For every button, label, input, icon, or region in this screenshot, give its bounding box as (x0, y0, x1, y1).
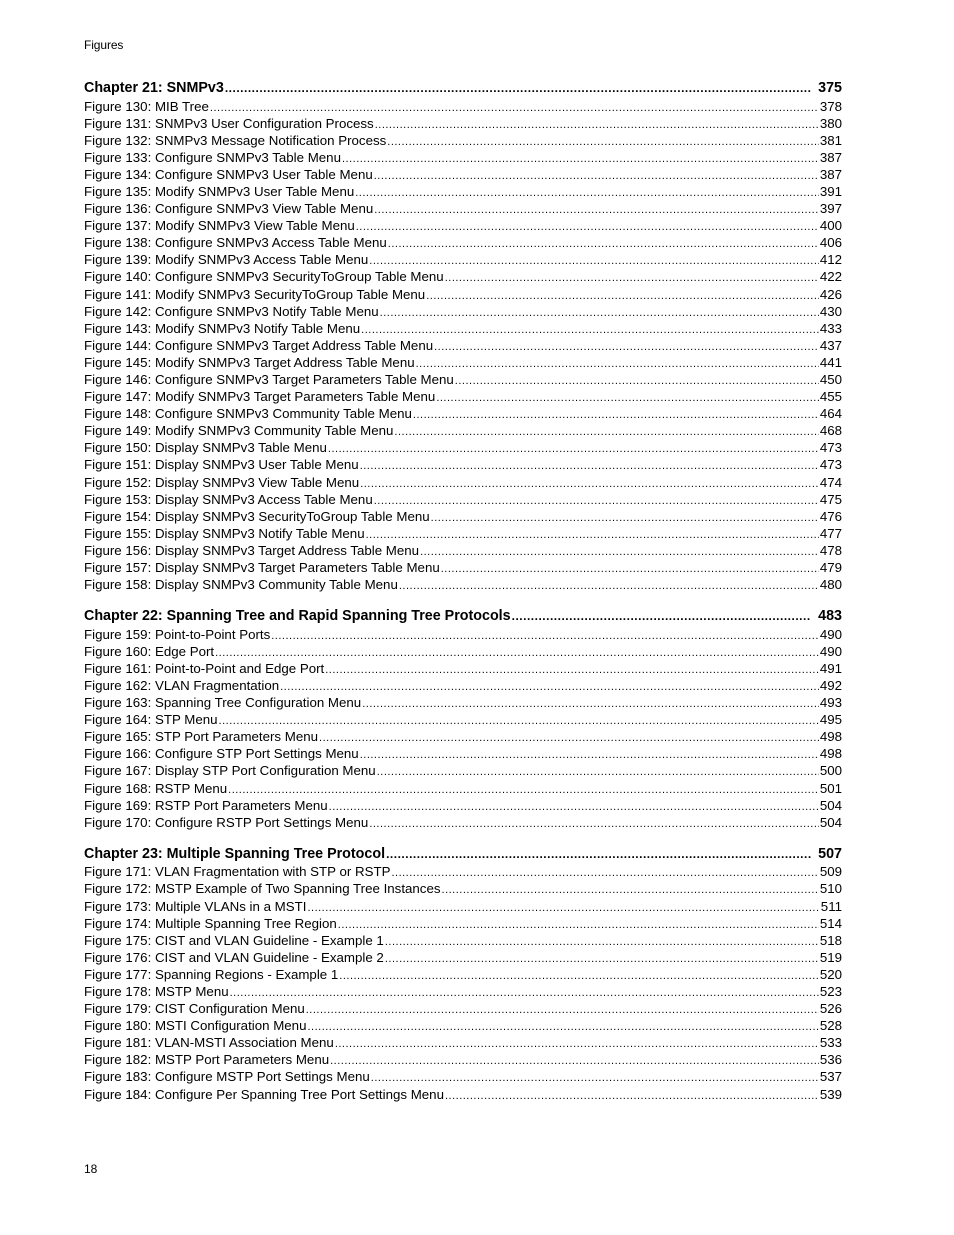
figure-page-number: 526 (819, 1001, 842, 1017)
figure-title: Figure 134: Configure SNMPv3 User Table Menu (84, 166, 373, 182)
figure-entry[interactable] (84, 711, 842, 728)
figure-page-number: 539 (819, 1086, 842, 1102)
dot-leader (210, 100, 819, 115)
dot-leader (377, 764, 819, 779)
figure-page-number: 477 (819, 525, 842, 541)
figure-entry[interactable] (84, 728, 842, 745)
figure-entry[interactable] (84, 98, 842, 115)
figure-entry[interactable] (84, 474, 842, 491)
figure-page-number: 498 (819, 729, 842, 745)
figure-title: Figure 152: Display SNMPv3 View Table Menu (84, 474, 360, 490)
figure-page-number: 476 (819, 508, 842, 524)
dot-leader (325, 662, 819, 677)
chapter-block (84, 846, 842, 1103)
figure-page-number: 495 (819, 712, 842, 728)
figure-page-number: 480 (819, 577, 842, 593)
figure-entry[interactable] (84, 132, 842, 149)
figure-entry[interactable] (84, 780, 842, 797)
figure-entry[interactable] (84, 677, 842, 694)
figure-entry[interactable] (84, 115, 842, 132)
figure-page-number: 397 (819, 201, 842, 217)
figure-entry[interactable] (84, 863, 842, 880)
dot-leader (445, 1088, 819, 1103)
figure-entry[interactable] (84, 371, 842, 388)
figure-title: Figure 138: Configure SNMPv3 Access Table Menu (84, 235, 387, 251)
figure-page-number: 519 (819, 949, 842, 965)
figure-entry[interactable] (84, 166, 842, 183)
dot-leader (374, 493, 819, 508)
figure-title: Figure 133: Configure SNMPv3 Table Menu (84, 149, 341, 165)
dot-leader (388, 236, 819, 251)
dot-leader (374, 202, 819, 217)
figure-page-number: 422 (819, 269, 842, 285)
dot-leader (394, 424, 818, 439)
dot-leader (413, 407, 819, 422)
dot-leader (330, 1053, 819, 1068)
figure-entry[interactable] (84, 354, 842, 371)
figure-title: Figure 182: MSTP Port Parameters Menu (84, 1052, 330, 1068)
figure-entry[interactable] (84, 200, 842, 217)
dot-leader (436, 390, 819, 405)
figure-entry[interactable] (84, 149, 842, 166)
figure-page-number: 491 (819, 660, 842, 676)
dot-leader (215, 645, 819, 660)
figure-entry[interactable] (84, 439, 842, 456)
dot-leader (356, 219, 819, 234)
figure-entry[interactable] (84, 660, 842, 677)
figure-page-number: 380 (819, 115, 842, 131)
figure-title: Figure 142: Configure SNMPv3 Notify Table Menu (84, 303, 379, 319)
dot-leader (306, 1002, 819, 1017)
figure-title: Figure 159: Point-to-Point Ports (84, 626, 271, 642)
figure-title: Figure 180: MSTI Configuration Menu (84, 1018, 307, 1034)
figure-entry[interactable] (84, 303, 842, 320)
figure-title: Figure 161: Point-to-Point and Edge Port (84, 660, 325, 676)
figure-entry[interactable] (84, 1051, 842, 1068)
figure-page-number: 400 (819, 218, 842, 234)
figure-title: Figure 169: RSTP Port Parameters Menu (84, 797, 328, 813)
dot-leader (271, 628, 819, 643)
dot-leader (307, 1019, 818, 1034)
figure-page-number: 378 (819, 98, 842, 114)
figure-entry[interactable] (84, 576, 842, 593)
figure-title: Figure 160: Edge Port (84, 643, 215, 659)
figure-title: Figure 130: MIB Tree (84, 98, 209, 114)
figure-page-number: 501 (819, 780, 842, 796)
figure-entry[interactable] (84, 880, 842, 897)
figure-title: Figure 171: VLAN Fragmentation with STP or RSTP (84, 864, 391, 880)
figure-title: Figure 154: Display SNMPv3 SecurityToGroup Table Menu (84, 508, 430, 524)
figure-entry[interactable] (84, 268, 842, 285)
figure-title: Figure 176: CIST and VLAN Guideline - Example 2 (84, 949, 384, 965)
dot-leader (455, 373, 819, 388)
figure-page-number: 391 (819, 183, 842, 199)
figure-entry[interactable] (84, 797, 842, 814)
chapter-title: Chapter 21: SNMPv3 (84, 80, 224, 96)
dot-leader (385, 934, 819, 949)
figure-title: Figure 135: Modify SNMPv3 User Table Menu (84, 183, 355, 199)
figure-entry[interactable] (84, 542, 842, 559)
figure-entry[interactable] (84, 1017, 842, 1034)
figure-page-number: 433 (819, 320, 842, 336)
figure-title: Figure 167: Display STP Port Configuration Menu (84, 763, 376, 779)
figure-title: Figure 164: STP Menu (84, 712, 218, 728)
figure-title: Figure 175: CIST and VLAN Guideline - Example 1 (84, 932, 384, 948)
figures-list (84, 80, 842, 1118)
figure-title: Figure 146: Configure SNMPv3 Target Parameters Table Menu (84, 372, 454, 387)
figure-page-number: 518 (819, 932, 842, 948)
dot-leader (228, 782, 819, 797)
figure-title: Figure 139: Modify SNMPv3 Access Table Menu (84, 252, 369, 268)
dot-leader (362, 696, 819, 711)
figure-title: Figure 166: Configure STP Port Settings Menu (84, 746, 359, 762)
dot-leader (307, 900, 819, 915)
figure-title: Figure 168: RSTP Menu (84, 780, 228, 796)
figure-page-number: 387 (819, 166, 842, 182)
figure-title: Figure 148: Configure SNMPv3 Community Table Menu (84, 406, 412, 422)
figure-page-number: 412 (819, 252, 842, 268)
dot-leader (329, 799, 819, 814)
figure-entry[interactable] (84, 762, 842, 779)
figure-page-number: 520 (819, 966, 842, 982)
figure-page-number: 511 (820, 898, 842, 914)
figure-entry[interactable] (84, 286, 842, 303)
figure-title: Figure 156: Display SNMPv3 Target Address Table Menu (84, 542, 420, 558)
figure-page-number: 504 (819, 797, 842, 813)
figure-page-number: 537 (819, 1069, 842, 1085)
figure-entry[interactable] (84, 251, 842, 268)
figure-title: Figure 136: Configure SNMPv3 View Table Menu (84, 201, 374, 217)
figure-entry[interactable] (84, 508, 842, 525)
dot-leader (338, 917, 819, 932)
chapter-page-number: 483 (818, 608, 842, 625)
figure-page-number: 387 (819, 149, 842, 165)
figure-title: Figure 140: Configure SNMPv3 SecurityToGroup Table Menu (84, 269, 444, 285)
figure-entry[interactable] (84, 1000, 842, 1017)
figure-title: Figure 177: Spanning Regions - Example 1 (84, 966, 339, 982)
dot-leader (369, 816, 819, 831)
figure-title: Figure 163: Spanning Tree Configuration Menu (84, 695, 362, 711)
dot-leader (442, 882, 819, 897)
figure-entry[interactable] (84, 525, 842, 542)
chapter-block (84, 608, 842, 831)
figure-page-number: 492 (819, 678, 842, 693)
figure-title: Figure 172: MSTP Example of Two Spanning Tree Instances (84, 881, 441, 897)
figure-title: Figure 155: Display SNMPv3 Notify Table Menu (84, 525, 365, 541)
figure-entry[interactable] (84, 217, 842, 234)
figure-entry[interactable] (84, 337, 842, 354)
page-number: 18 (84, 1162, 98, 1176)
chapter-title: Chapter 23: Multiple Spanning Tree Protocol (84, 845, 386, 862)
dot-leader (335, 1036, 819, 1051)
figure-entry[interactable] (84, 694, 842, 711)
dot-leader (219, 713, 819, 728)
figure-title: Figure 149: Modify SNMPv3 Community Table Menu (84, 423, 394, 439)
figure-title: Figure 162: VLAN Fragmentation (84, 678, 280, 693)
dot-leader (280, 679, 819, 694)
figure-page-number: 455 (819, 389, 842, 405)
figure-page-number: 468 (819, 423, 842, 439)
dot-leader (230, 985, 819, 1000)
figure-page-number: 510 (819, 881, 842, 897)
figure-title: Figure 158: Display SNMPv3 Community Table Menu (84, 577, 398, 593)
chapter-entry[interactable] (84, 80, 842, 98)
figure-title: Figure 143: Modify SNMPv3 Notify Table Menu (84, 320, 361, 336)
figure-title: Figure 145: Modify SNMPv3 Target Address Table Menu (84, 354, 415, 370)
dot-leader (366, 527, 819, 542)
figure-page-number: 473 (819, 457, 842, 473)
figure-title: Figure 179: CIST Configuration Menu (84, 1001, 305, 1017)
figure-entry[interactable] (84, 405, 842, 422)
dot-leader (225, 80, 811, 98)
dot-leader (391, 865, 818, 880)
dot-leader (319, 730, 819, 745)
dot-leader (360, 747, 819, 762)
figure-title: Figure 174: Multiple Spanning Tree Region (84, 915, 337, 931)
figure-page-number: 479 (819, 560, 842, 576)
figure-title: Figure 137: Modify SNMPv3 View Table Menu (84, 218, 355, 234)
figure-page-number: 490 (819, 626, 842, 642)
figure-page-number: 430 (819, 303, 842, 319)
chapter-entry[interactable] (84, 608, 842, 626)
figure-page-number: 493 (819, 695, 842, 711)
figure-page-number: 437 (819, 337, 842, 353)
dot-leader (420, 544, 819, 559)
figure-entry[interactable] (84, 745, 842, 762)
figure-title: Figure 144: Configure SNMPv3 Target Address Table Menu (84, 337, 434, 353)
dot-leader (441, 561, 819, 576)
figure-title: Figure 141: Modify SNMPv3 SecurityToGroup Table Menu (84, 286, 426, 302)
figure-title: Figure 150: Display SNMPv3 Table Menu (84, 440, 327, 456)
figure-entry[interactable] (84, 898, 842, 915)
figure-title: Figure 132: SNMPv3 Message Notification Process (84, 132, 387, 148)
figure-title: Figure 131: SNMPv3 User Configuration Process (84, 115, 374, 131)
dot-leader (399, 578, 819, 593)
figure-title: Figure 183: Configure MSTP Port Settings Menu (84, 1069, 370, 1085)
figure-entry[interactable] (84, 1068, 842, 1085)
figure-page-number: 450 (819, 372, 842, 387)
figure-entry[interactable] (84, 915, 842, 932)
figure-page-number: 500 (819, 763, 842, 779)
figure-title: Figure 153: Display SNMPv3 Access Table Menu (84, 491, 373, 507)
figure-page-number: 426 (819, 286, 842, 302)
figure-title: Figure 147: Modify SNMPv3 Target Parameters Table Menu (84, 389, 436, 405)
figure-title: Figure 178: MSTP Menu (84, 984, 229, 999)
dot-leader (361, 322, 819, 337)
figure-entry[interactable] (84, 320, 842, 337)
figure-page-number: 464 (819, 406, 842, 422)
dot-leader (434, 339, 819, 354)
figure-page-number: 490 (819, 643, 842, 659)
dot-leader (416, 356, 819, 371)
chapter-block (84, 80, 842, 593)
figure-entry[interactable] (84, 422, 842, 439)
dot-leader (342, 151, 819, 166)
figure-page-number: 504 (819, 814, 842, 830)
dot-leader (385, 951, 819, 966)
dot-leader (431, 510, 819, 525)
dot-leader (355, 185, 819, 200)
figure-title: Figure 184: Configure Per Spanning Tree Port Settings Menu (84, 1086, 444, 1102)
dot-leader (380, 305, 819, 320)
figure-entry[interactable] (84, 814, 842, 831)
dot-leader (371, 1070, 819, 1085)
dot-leader (387, 134, 819, 149)
figure-page-number: 533 (819, 1035, 842, 1051)
figure-page-number: 523 (819, 984, 842, 999)
figure-page-number: 509 (819, 864, 842, 880)
figure-entry[interactable] (84, 1034, 842, 1051)
figure-entry[interactable] (84, 1086, 842, 1103)
figure-entry[interactable] (84, 626, 842, 643)
figure-title: Figure 181: VLAN-MSTI Association Menu (84, 1035, 334, 1051)
figure-entry[interactable] (84, 456, 842, 473)
figure-entry[interactable] (84, 183, 842, 200)
figure-entry[interactable] (84, 559, 842, 576)
figure-entry[interactable] (84, 966, 842, 983)
figure-page-number: 536 (819, 1052, 842, 1068)
dot-leader (426, 288, 819, 303)
dot-leader (360, 458, 819, 473)
figure-entry[interactable] (84, 491, 842, 508)
running-head: Figures (84, 38, 124, 52)
figure-entry[interactable] (84, 983, 842, 1000)
dot-leader (328, 441, 819, 456)
dot-leader (375, 117, 819, 132)
dot-leader (386, 846, 811, 864)
figure-title: Figure 170: Configure RSTP Port Settings Menu (84, 814, 369, 830)
figure-page-number: 475 (819, 491, 842, 507)
dot-leader (374, 168, 819, 183)
figure-page-number: 441 (819, 354, 842, 370)
figure-page-number: 381 (819, 132, 842, 148)
figure-entry[interactable] (84, 643, 842, 660)
figure-page-number: 406 (819, 235, 842, 251)
dot-leader (360, 476, 819, 491)
figure-entry[interactable] (84, 932, 842, 949)
figure-page-number: 478 (819, 542, 842, 558)
chapter-title: Chapter 22: Spanning Tree and Rapid Spanning Tree Protocols (84, 608, 511, 625)
figure-page-number: 514 (819, 915, 842, 931)
dot-leader (339, 968, 819, 983)
figure-title: Figure 173: Multiple VLANs in a MSTI (84, 898, 307, 914)
figure-entry[interactable] (84, 949, 842, 966)
figure-title: Figure 151: Display SNMPv3 User Table Menu (84, 457, 359, 473)
figure-entry[interactable] (84, 234, 842, 251)
figure-title: Figure 157: Display SNMPv3 Target Parameters Table Menu (84, 560, 440, 576)
dot-leader (369, 253, 819, 268)
figure-page-number: 528 (819, 1018, 842, 1034)
dot-leader (512, 608, 812, 626)
figure-page-number: 474 (819, 474, 842, 490)
chapter-entry[interactable] (84, 846, 842, 864)
chapter-page-number: 375 (818, 80, 842, 96)
figure-page-number: 498 (819, 746, 842, 762)
dot-leader (445, 270, 819, 285)
figure-title: Figure 165: STP Port Parameters Menu (84, 729, 319, 745)
figure-entry[interactable] (84, 388, 842, 405)
chapter-page-number: 507 (818, 845, 842, 862)
figure-page-number: 473 (819, 440, 842, 456)
